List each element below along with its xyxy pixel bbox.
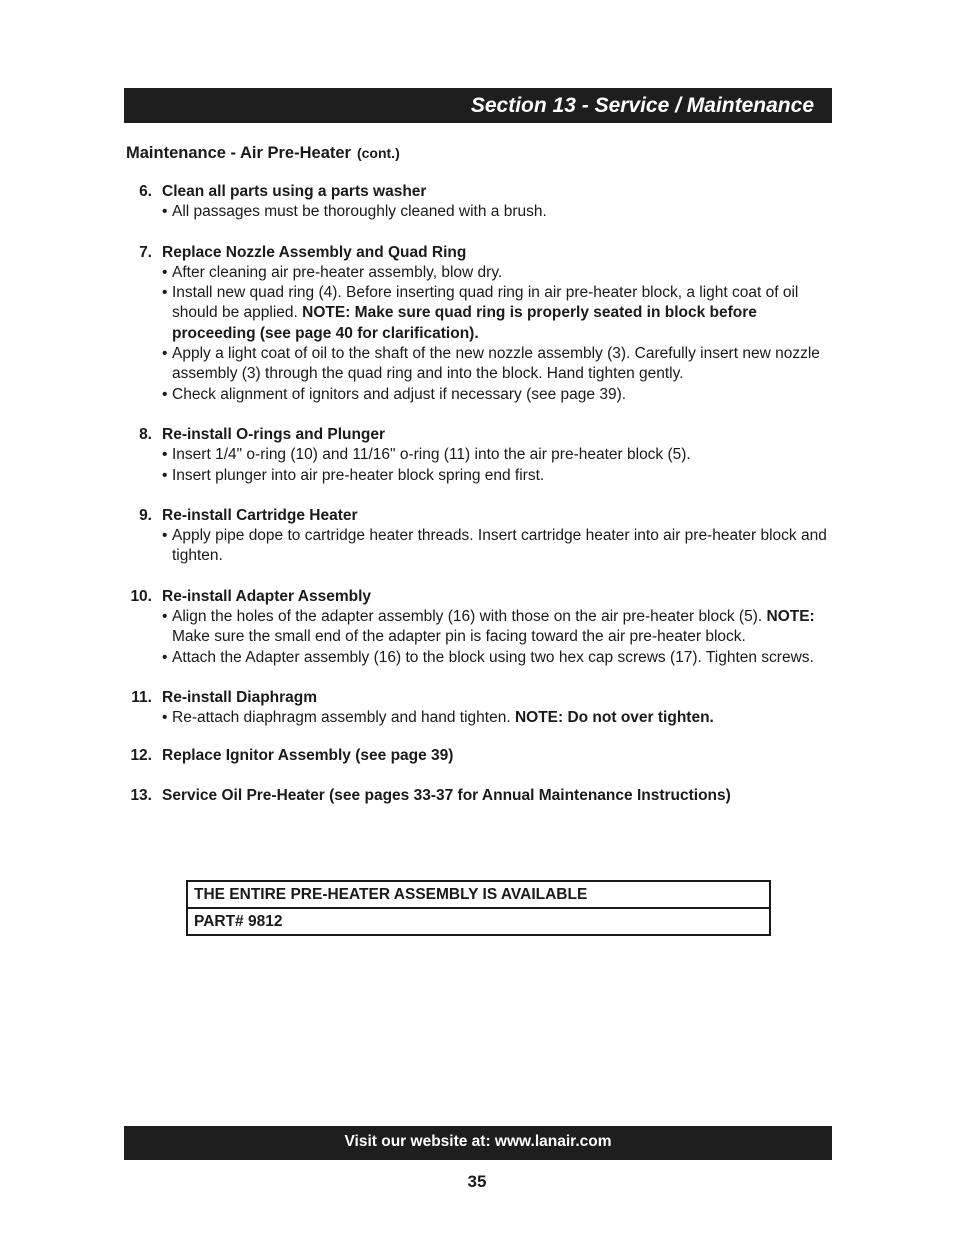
bullet-text: Check alignment of ignitors and adjust if necessary (see page 39). bbox=[172, 385, 627, 403]
bullet-text: Install new quad ring (4). Before inserting quad ring in air pre-heater block, a light coat of oil should be applied. bbox=[172, 284, 799, 322]
bullet-item bbox=[162, 344, 836, 385]
step-bullets bbox=[162, 263, 836, 405]
step-title: Replace Ignitor Assembly (see page 39) bbox=[162, 746, 454, 764]
step-number: 7. bbox=[139, 243, 152, 261]
bullet-item bbox=[162, 445, 836, 465]
step-12 bbox=[124, 746, 836, 766]
bullet-item bbox=[162, 708, 836, 728]
step-10 bbox=[124, 587, 836, 668]
step-title: Service Oil Pre-Heater (see pages 33-37 for Annual Maintenance Instructions) bbox=[162, 786, 731, 804]
website-link[interactable]: Visit our website at: www.lanair.com bbox=[344, 1133, 612, 1150]
page-number: 35 bbox=[467, 1172, 487, 1191]
step-number: 13. bbox=[130, 786, 152, 804]
step-title: Clean all parts using a parts washer bbox=[162, 183, 427, 200]
bullet-text: Apply a light coat of oil to the shaft of the new nozzle assembly (3). Carefully insert new nozzle assembly (3) through the quad ring and into the block. Hand tighten gently. bbox=[172, 345, 820, 383]
note-label: NOTE: bbox=[766, 608, 815, 626]
bullet-text: After cleaning air pre-heater assembly, blow dry. bbox=[172, 263, 503, 281]
step-bullets bbox=[162, 607, 836, 668]
bullet-text: All passages must be thoroughly cleaned with a brush. bbox=[172, 203, 547, 221]
bullet-text: Insert plunger into air pre-heater block spring end first. bbox=[172, 466, 545, 484]
step-number: 12. bbox=[130, 746, 152, 764]
note-text: Make sure the small end of the adapter pin is facing toward the air pre-heater block. bbox=[172, 628, 746, 646]
footer-bar bbox=[124, 1126, 832, 1160]
step-number: 8. bbox=[139, 425, 152, 443]
step-13 bbox=[124, 786, 836, 806]
bullet-item bbox=[162, 526, 836, 567]
section-title: Section 13 - Service / Maintenance bbox=[470, 94, 814, 117]
step-title: Re-install Adapter Assembly bbox=[162, 587, 372, 605]
bullet-text: Attach the Adapter assembly (16) to the block using two hex cap screws (17). Tighten screws. bbox=[172, 648, 814, 666]
bullet-item bbox=[162, 263, 836, 283]
bullet-item bbox=[162, 202, 836, 222]
subtitle-main: Maintenance - Air Pre-Heater bbox=[126, 144, 351, 162]
maintenance-steps bbox=[124, 182, 836, 806]
step-bullets bbox=[162, 202, 836, 222]
step-bullets bbox=[162, 708, 836, 728]
bullet-text: Apply pipe dope to cartridge heater threads. Insert cartridge heater into air pre-heater block and tighten. bbox=[172, 527, 827, 565]
bullet-text: Re-attach diaphragm assembly and hand tighten. bbox=[172, 709, 511, 727]
note-text: : Make sure quad ring is properly seated in block before proceeding (see page 40 for clarification). bbox=[172, 304, 757, 342]
note-label: NOTE bbox=[302, 304, 346, 322]
part-availability-box bbox=[186, 880, 771, 936]
bullet-text: Insert 1/4" o-ring (10) and 11/16" o-ring (11) into the air pre-heater block (5). bbox=[172, 446, 691, 464]
step-bullets bbox=[162, 445, 836, 486]
bullet-text: Align the holes of the adapter assembly (16) with those on the air pre-heater block (5). bbox=[172, 608, 763, 626]
page-subtitle bbox=[126, 142, 400, 164]
step-title: Re-install Diaphragm bbox=[162, 688, 318, 706]
subtitle-cont: (cont.) bbox=[356, 145, 400, 161]
bullet-item bbox=[162, 466, 836, 486]
part-number: PART# 9812 bbox=[188, 907, 769, 934]
step-number: 9. bbox=[139, 506, 152, 524]
step-8 bbox=[124, 425, 836, 486]
step-title: Re-install Cartridge Heater bbox=[162, 506, 358, 524]
step-7 bbox=[124, 243, 836, 405]
step-bullets bbox=[162, 526, 836, 567]
bullet-item bbox=[162, 385, 836, 405]
step-number: 6. bbox=[139, 183, 152, 200]
step-number: 11. bbox=[131, 688, 152, 706]
bullet-item bbox=[162, 607, 836, 648]
step-6 bbox=[124, 182, 836, 223]
bullet-item bbox=[162, 283, 836, 344]
note-label: NOTE: Do not over tighten. bbox=[514, 709, 714, 727]
section-header bbox=[124, 88, 832, 123]
step-11 bbox=[124, 688, 836, 729]
step-title: Replace Nozzle Assembly and Quad Ring bbox=[162, 243, 467, 261]
bullet-item bbox=[162, 648, 836, 668]
step-9 bbox=[124, 506, 836, 567]
part-box-line: THE ENTIRE PRE-HEATER ASSEMBLY IS AVAILABLE bbox=[194, 886, 588, 903]
step-number: 10. bbox=[130, 587, 152, 605]
step-title: Re-install O-rings and Plunger bbox=[162, 425, 386, 443]
